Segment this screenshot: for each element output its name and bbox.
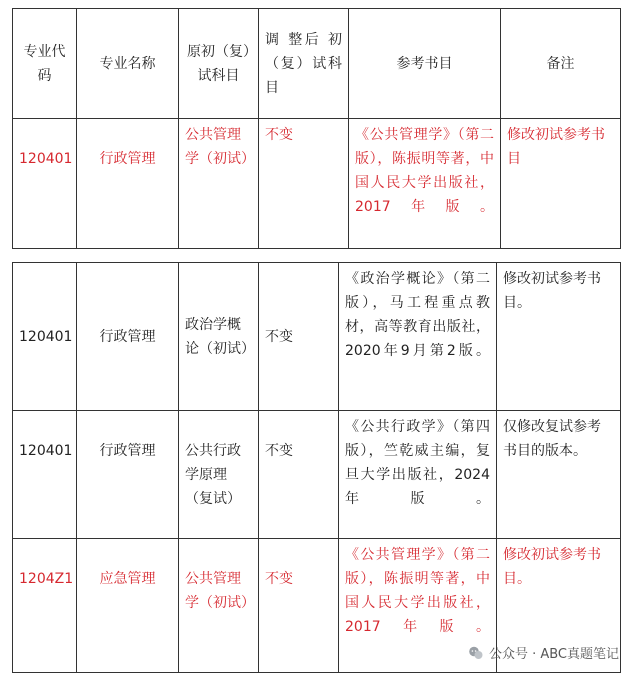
cell-notes: 修改初试参考书目 <box>501 119 621 249</box>
table-header-row <box>13 9 621 119</box>
cell-notes: 仅修改复试参考书目的版本。 <box>497 411 621 539</box>
cell-books: 《公共管理学》（第二版），陈振明等著，中国人民大学出版社，2017年版。 <box>349 119 501 249</box>
table-header-block <box>12 8 621 249</box>
cell-name: 行政管理 <box>77 263 179 411</box>
cell-books: 《政治学概论》（第二版），马工程重点教材，高等教育出版社，2020年9月第2版。 <box>339 263 497 411</box>
cell-code: 1204Z1 <box>13 539 77 673</box>
header-books: 参考书目 <box>349 9 501 119</box>
table-body-block <box>12 262 621 673</box>
cell-notes: 修改初试参考书目。 <box>497 263 621 411</box>
cell-name: 行政管理 <box>77 119 179 249</box>
cell-code: 120401 <box>13 411 77 539</box>
cell-name: 行政管理 <box>77 411 179 539</box>
cell-adjusted-subject: 不变 <box>259 119 349 249</box>
watermark-text: 公众号 · ABC真题笔记 <box>488 647 619 662</box>
cell-orig-subject: 公共管理学（初试） <box>179 539 259 673</box>
watermark <box>468 643 619 662</box>
cell-name: 应急管理 <box>77 539 179 673</box>
cell-books: 《公共行政学》（第四版），竺乾威主编，复旦大学出版社，2024年版。 <box>339 411 497 539</box>
header-notes: 备注 <box>501 9 621 119</box>
cell-code: 120401 <box>13 263 77 411</box>
cell-adjusted-subject: 不变 <box>259 263 339 411</box>
cell-code: 120401 <box>13 119 77 249</box>
wechat-icon <box>468 645 484 661</box>
table-row <box>13 119 621 249</box>
cell-orig-subject: 政治学概论（初试） <box>179 263 259 411</box>
cell-orig-subject: 公共管理学（初试） <box>179 119 259 249</box>
header-name: 专业名称 <box>77 9 179 119</box>
cell-orig-subject: 公共行政学原理（复试） <box>179 411 259 539</box>
cell-notes: 修改初试参考书目。 <box>497 539 621 673</box>
cell-adjusted-subject: 不变 <box>259 411 339 539</box>
cell-adjusted-subject: 不变 <box>259 539 339 673</box>
cell-books: 《公共管理学》（第二版），陈振明等著，中国人民大学出版社，2017年版。 <box>339 539 497 673</box>
table-row <box>13 411 621 539</box>
header-code: 专业代码 <box>13 9 77 119</box>
header-adjusted-subject: 调 整后 初（复）试科目 <box>259 9 349 119</box>
header-orig-subject: 原初（复）试科目 <box>179 9 259 119</box>
table-row <box>13 263 621 411</box>
